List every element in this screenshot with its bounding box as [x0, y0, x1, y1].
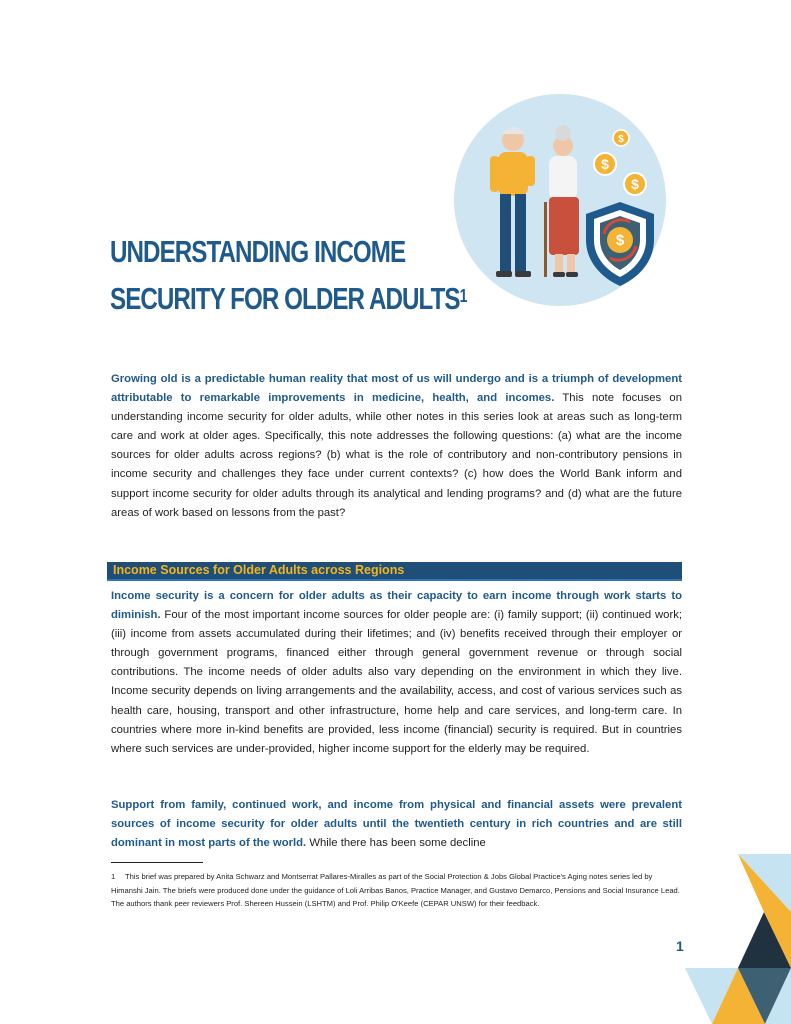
shield-coin-symbol: $ [615, 232, 625, 249]
section-heading-bar [107, 562, 682, 581]
title-line-2: SECURITY FOR OLDER ADULTS [110, 281, 460, 316]
footnote-divider [111, 862, 203, 863]
intro-text: This note focuses on understanding income security for older adults, while other notes in this series look at areas such as long-term care and work at older ages. Specifically, this note addresses the following questions: (a) what are the income sources for older adults across regions? (b) what is the role of contributory and non-contributory pensions in income security and challenges they face under current contexts? (c) how does the World Bank inform and support income security for older adults through its analytical and lending programs? and (d) what are the future areas of work based on lessons from the past? [111, 392, 682, 519]
footnote-text: This brief was prepared by Anita Schwarz and Montserrat Pallares-Miralles as part of the Social Protection & Jobs Global Practice's Aging notes series led by Himanshi Jain. The briefs were produced done under the guidance of Loli Arribas Banos, Practice Manager, and Gustavo Demarco, Pensions and Social Insurance Lead. The authors thank peer reviewers Prof. Shereen Hussein (LSHTM) and Prof. Philip O'Keefe (CEPAR UNSW) for their feedback. [111, 872, 680, 909]
section-p2-lead: Support from family, continued work, and income from physical and financial assets were prevalent sources of income security for older adults until the twentieth century in rich countries and are still dominant in most parts of the world. [111, 799, 682, 850]
title-line-1: UNDERSTANDING INCOME [110, 234, 406, 269]
page-number: 1 [676, 938, 684, 954]
coin-symbol-small: $ [618, 134, 624, 145]
section-heading: Income Sources for Older Adults across Regions [113, 563, 405, 577]
footnote-marker: 1 [459, 286, 467, 306]
section-paragraph-2 [111, 796, 682, 853]
section-p1-lead: Income security is a concern for older adults as their capacity to earn income through work starts to diminish. [111, 590, 682, 622]
intro-lead: Growing old is a predictable human reality that most of us will undergo and is a triumph of development attributable to remarkable improvements in medicine, health, and incomes. [111, 373, 682, 405]
coin-symbol-mid: $ [601, 156, 609, 172]
section-p1-text: Four of the most important income sources for older people are: (i) family support; (ii) continued work; (iii) income from assets accumulated during their lifetimes; and (iv) benefits received through their employer or through government programs, financed either through general government revenue or through social contributions. The income needs of older adults also vary depending on the environment in which they live. Income security depends on living arrangements and the availability, access, and cost of various services such as health care, housing, transport and other infrastructure, home help and care services, and long-term care. In countries where more in-kind benefits are provided, less income (financial) security is required. But in countries where such services are under-provided, higher income support for the elderly may be required. [111, 609, 682, 755]
section-paragraph-1 [111, 587, 682, 759]
section-p2-text: While there has been some decline [306, 837, 486, 850]
page-title [110, 228, 466, 322]
footnote [111, 870, 682, 911]
intro-paragraph [111, 370, 682, 523]
footnote-number: 1 [111, 872, 116, 881]
coin-symbol-right: $ [631, 176, 639, 192]
hero-illustration [454, 94, 666, 306]
